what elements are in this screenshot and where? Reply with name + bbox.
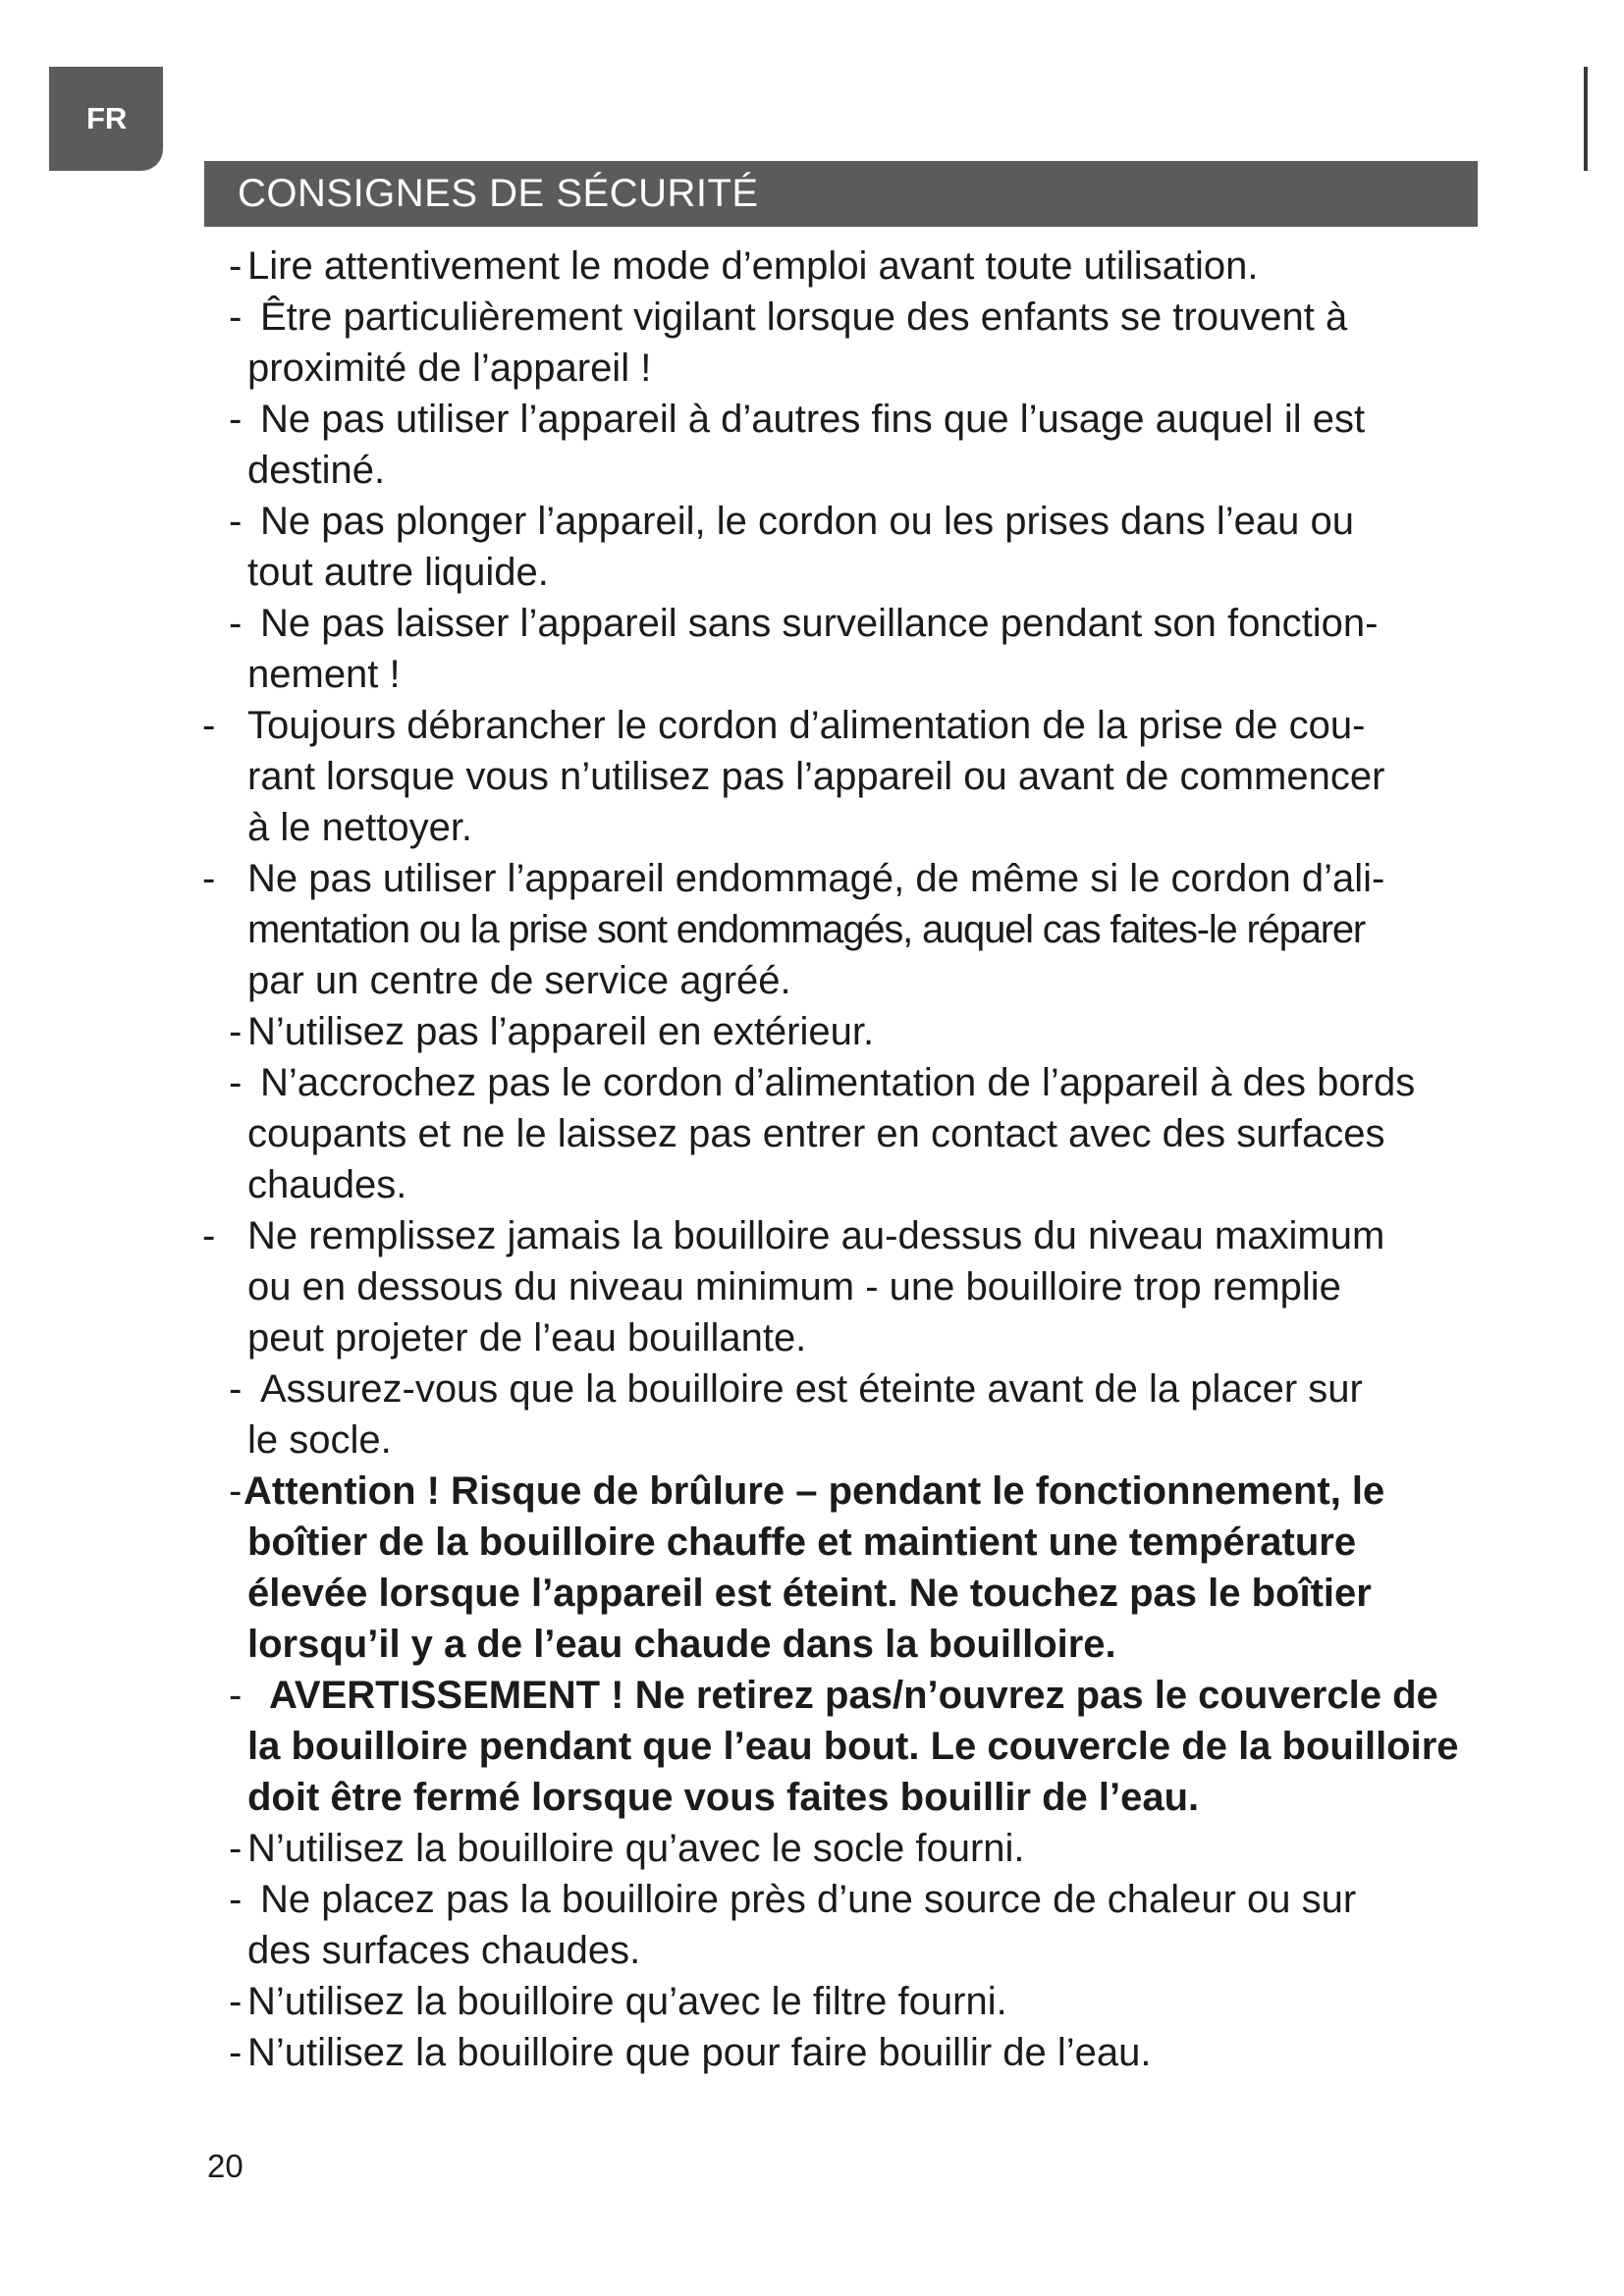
list-item: - Ne pas plonger l’appareil, le cordon ou les prises dans l’eau ou tout autre liquide. xyxy=(229,500,1355,594)
list-item: - Assurez-vous que la bouilloire est éteinte avant de la placer sur le socle. xyxy=(229,1367,1363,1462)
list-item: - Toujours débrancher le cordon d’alimentation de la prise de cou- rant lorsque vous n’utilisez pas l’appareil ou avant de commencer à le nettoyer. xyxy=(202,704,1385,849)
list-item: - Ne pas utiliser l’appareil endommagé, de même si le cordon d’ali- mentation ou la prise sont endommagés, auquel cas faites-le réparer par un centre de service agréé. xyxy=(202,857,1385,1002)
section-title: CONSIGNES DE SÉCURITÉ xyxy=(204,161,1478,227)
list-item: - N’utilisez la bouilloire qu’avec le socle fourni. xyxy=(229,1827,1025,1870)
warning-lid-item: - AVERTISSEMENT ! Ne retirez pas/n’ouvrez pas le couvercle de la bouilloire pendant que l’eau bout. Le couvercle de la bouilloire doit être fermé lorsque vous faites bouillir de l’eau. xyxy=(229,1674,1459,1819)
list-item: - Être particulièrement vigilant lorsque des enfants se trouvent à proximité de l’appareil ! xyxy=(229,295,1348,390)
page-number: 20 xyxy=(207,2148,244,2184)
list-item: - N’utilisez la bouilloire que pour faire bouillir de l’eau. xyxy=(229,2031,1152,2074)
page-edge-marker xyxy=(1584,67,1588,171)
list-item: - Ne remplissez jamais la bouilloire au-dessus du niveau maximum ou en dessous du niveau minimum - une bouilloire trop remplie peut projeter de l’eau bouillante. xyxy=(202,1214,1385,1360)
warning-burn-item: - Attention ! Risque de brûlure – pendant le fonctionnement, le boîtier de la bouilloire chauffe et maintient une température élevée lorsque l’appareil est éteint. Ne touchez pas le boîtier lorsqu’il y a de l’eau chaude dans la bouilloire. xyxy=(229,1469,1385,1666)
language-tab: FR xyxy=(49,67,163,171)
list-item: - Ne pas utiliser l’appareil à d’autres fins que l’usage auquel il est destiné. xyxy=(229,398,1366,492)
list-item: - Ne placez pas la bouilloire près d’une source de chaleur ou sur des surfaces chaudes. xyxy=(229,1878,1357,1972)
list-item: - N’accrochez pas le cordon d’alimentation de l’appareil à des bords coupants et ne le laissez pas entrer en contact avec des surfaces chaudes. xyxy=(229,1061,1416,1206)
list-item: - Ne pas laisser l’appareil sans surveillance pendant son fonction- nement ! xyxy=(229,602,1379,696)
list-item: - N’utilisez la bouilloire qu’avec le filtre fourni. xyxy=(229,1980,1007,2023)
safety-instructions-list xyxy=(0,240,1624,2078)
list-item: - Lire attentivement le mode d’emploi avant toute utilisation. xyxy=(229,244,1259,288)
list-item: - N’utilisez pas l’appareil en extérieur. xyxy=(229,1010,875,1053)
